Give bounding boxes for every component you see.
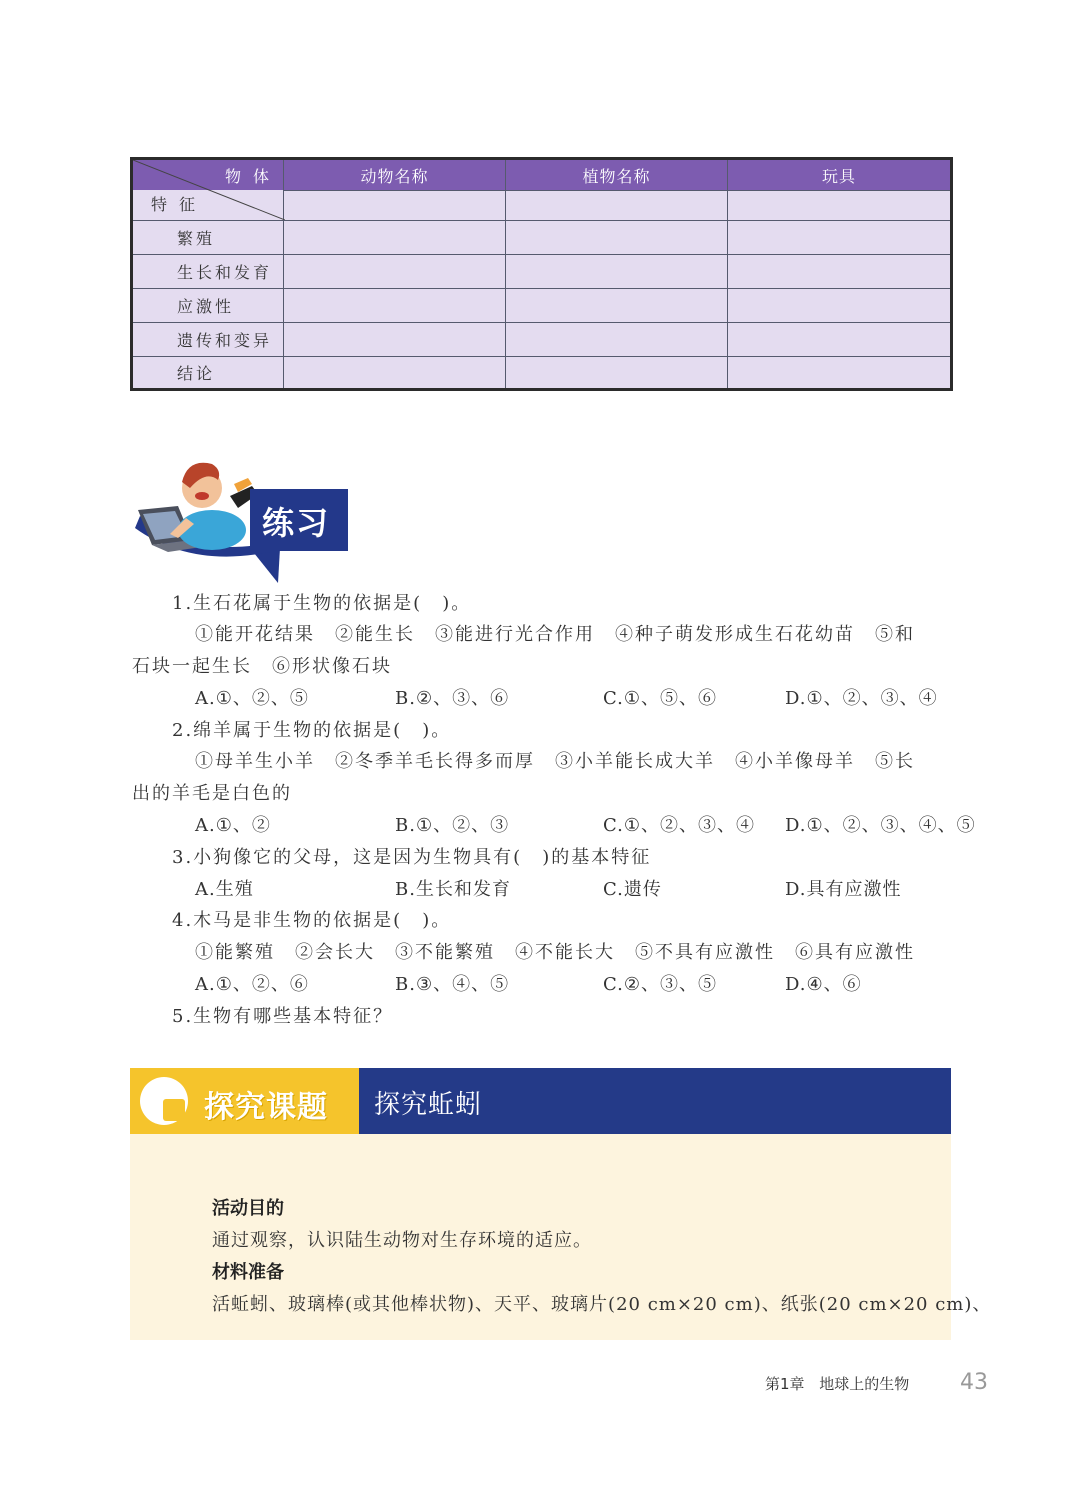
table-cell xyxy=(728,357,952,390)
question-3-option-b: B.生长和发育 xyxy=(395,879,511,900)
question-1-items-cont: 石块一起生长 ⑥形状像石块 xyxy=(132,656,392,677)
table-cell xyxy=(506,221,728,255)
table-cell xyxy=(284,289,506,323)
question-1-option-c: C.①、⑤、⑥ xyxy=(603,688,717,709)
question-1-option-d: D.①、②、③、④ xyxy=(785,688,938,709)
row-header-conclusion: 结论 xyxy=(132,357,284,390)
table-cell xyxy=(284,323,506,357)
question-2-option-a: A.①、② xyxy=(195,815,271,836)
question-4-option-c: C.②、③、⑤ xyxy=(603,974,717,995)
inquiry-content-box xyxy=(130,1134,992,1340)
table-cell xyxy=(506,289,728,323)
materials-heading: 材料准备 xyxy=(212,1262,284,1283)
row-header-reproduction: 繁殖 xyxy=(132,221,284,255)
feature-table xyxy=(130,157,953,391)
question-4-stem: 4.木马是非生物的依据是( )。 xyxy=(172,910,452,931)
inquiry-label: 探究课题 xyxy=(204,1090,328,1125)
table-cell xyxy=(728,289,952,323)
column-header-toy: 玩具 xyxy=(728,159,952,191)
table-cell xyxy=(284,221,506,255)
table-row xyxy=(132,255,952,289)
row-header-heredity: 遗传和变异 xyxy=(132,323,284,357)
question-4-option-a: A.①、②、⑥ xyxy=(195,974,309,995)
question-3-option-d: D.具有应激性 xyxy=(785,879,902,900)
table-row xyxy=(132,289,952,323)
row-header-growth: 生长和发育 xyxy=(132,255,284,289)
question-2-option-d: D.①、②、③、④、⑤ xyxy=(785,815,976,836)
table-cell xyxy=(506,255,728,289)
purpose-heading: 活动目的 xyxy=(212,1198,284,1219)
purpose-text: 通过观察，认识陆生动物对生存环境的适应。 xyxy=(212,1230,592,1251)
table-cell xyxy=(728,191,952,221)
corner-label-object: 物体 xyxy=(225,167,282,186)
question-3-stem: 3.小狗像它的父母，这是因为生物具有( )的基本特征 xyxy=(172,847,652,868)
question-1-stem: 1.生石花属于生物的依据是( )。 xyxy=(172,593,472,614)
question-1-option-b: B.②、③、⑥ xyxy=(395,688,510,709)
exercise-title: 练习 xyxy=(262,504,331,542)
table-cell xyxy=(728,323,952,357)
question-5-stem: 5.生物有哪些基本特征？ xyxy=(172,1006,394,1027)
table-cell xyxy=(506,357,728,390)
column-header-plant: 植物名称 xyxy=(506,159,728,191)
table-cell xyxy=(284,255,506,289)
question-4-option-d: D.④、⑥ xyxy=(785,974,862,995)
question-1-items: ①能开花结果 ②能生长 ③能进行光合作用 ④种子萌发形成生石花幼苗 ⑤和 xyxy=(195,624,915,645)
question-3-option-c: C.遗传 xyxy=(603,879,662,900)
table-row xyxy=(132,323,952,357)
question-2-items-cont: 出的羊毛是白色的 xyxy=(132,783,292,804)
table-cell xyxy=(728,255,952,289)
table-cell xyxy=(728,221,952,255)
materials-text: 活蚯蚓、玻璃棒(或其他棒状物)、天平、玻璃片(20 cm×20 cm)、纸张(20 cm×20 cm)、 xyxy=(212,1294,992,1315)
page-number: 43 xyxy=(960,1370,988,1395)
question-4-option-b: B.③、④、⑤ xyxy=(395,974,510,995)
question-2-option-c: C.①、②、③、④ xyxy=(603,815,755,836)
table-cell xyxy=(506,191,728,221)
question-2-option-b: B.①、②、③ xyxy=(395,815,510,836)
question-2-stem: 2.绵羊属于生物的依据是( )。 xyxy=(172,720,452,741)
table-cell xyxy=(284,357,506,390)
question-1-option-a: A.①、②、⑤ xyxy=(195,688,309,709)
footer-chapter: 第1章 地球上的生物 xyxy=(765,1375,910,1393)
question-4-items: ①能繁殖 ②会长大 ③不能繁殖 ④不能长大 ⑤不具有应激性 ⑥具有应激性 xyxy=(195,942,915,963)
inquiry-topic: 探究蚯蚓 xyxy=(374,1090,483,1120)
table-row xyxy=(132,357,952,390)
table-cell xyxy=(284,191,506,221)
table-cell xyxy=(506,323,728,357)
row-header-irritability: 应激性 xyxy=(132,289,284,323)
table-corner-cell xyxy=(132,159,284,221)
exercise-header xyxy=(130,448,360,588)
square-badge-icon xyxy=(140,1077,188,1125)
table-row xyxy=(132,221,952,255)
question-3-option-a: A.生殖 xyxy=(195,879,254,900)
column-header-animal: 动物名称 xyxy=(284,159,506,191)
inquiry-banner xyxy=(130,1068,951,1134)
question-2-items: ①母羊生小羊 ②冬季羊毛长得多而厚 ③小羊能长成大羊 ④小羊像母羊 ⑤长 xyxy=(195,751,915,772)
corner-label-feature: 特征 xyxy=(151,195,208,214)
